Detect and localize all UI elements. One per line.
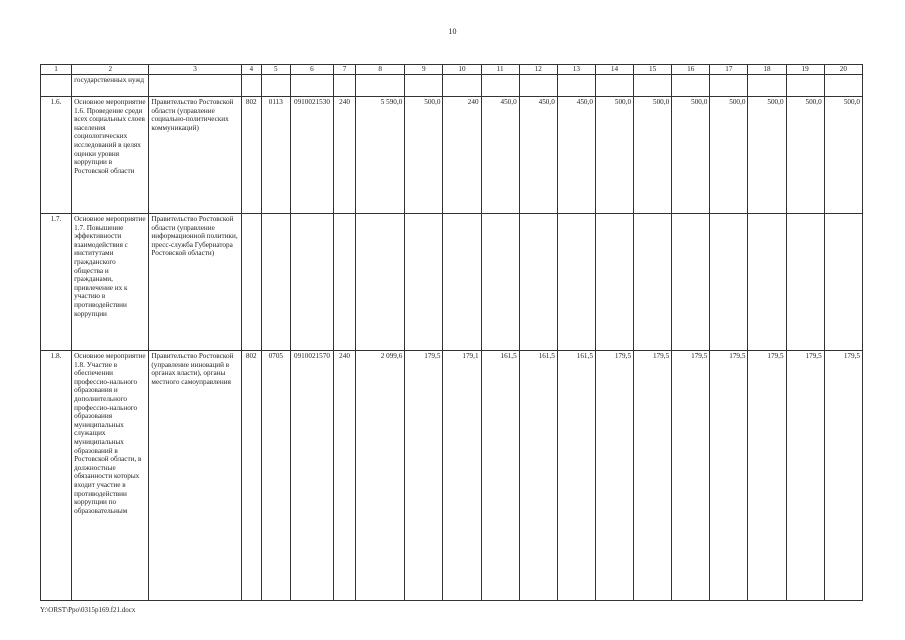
column-number-cell: 11: [481, 65, 519, 75]
table-row: [41, 97, 863, 214]
table-cell: 179,5: [786, 351, 824, 601]
table-cell: 450,0: [557, 97, 595, 214]
table-cell: [290, 214, 333, 351]
column-number-cell: 10: [443, 65, 481, 75]
table-cell: [519, 75, 557, 97]
table-cell: [710, 214, 748, 351]
column-number-cell: 12: [519, 65, 557, 75]
column-number-cell: 15: [634, 65, 672, 75]
table-cell: 1.6.: [41, 97, 72, 214]
table-cell: [241, 214, 261, 351]
table-cell: 500,0: [634, 97, 672, 214]
table-cell: [595, 214, 633, 351]
column-number-cell: 18: [748, 65, 786, 75]
table-cell: 161,5: [519, 351, 557, 601]
column-number-cell: 13: [557, 65, 595, 75]
table-cell: [710, 75, 748, 97]
column-number-cell: 6: [290, 65, 333, 75]
column-number-cell: 14: [595, 65, 633, 75]
table-cell: [41, 75, 72, 97]
table-cell: 179,1: [443, 351, 481, 601]
table-cell: [443, 75, 481, 97]
table-cell: [634, 214, 672, 351]
table-cell: [557, 214, 595, 351]
table-cell: 0910021530: [290, 97, 333, 214]
table-cell: 240: [443, 97, 481, 214]
table-cell: Основное мероприятие 1.8. Участие в обеспечении профессио-нального образования и дополнительного профессио-нального образования муниципальных служащих муниципальных образований в Ростовской области, в должностные обязанности которых входит участие в противодействии коррупции по образовательным: [72, 351, 149, 601]
column-number-cell: 8: [356, 65, 405, 75]
table-cell: 179,5: [710, 351, 748, 601]
table-cell: [443, 214, 481, 351]
table-cell: [334, 214, 356, 351]
table-cell: 500,0: [824, 97, 862, 214]
table-cell: [261, 75, 290, 97]
table-cell: [519, 214, 557, 351]
table-cell: 161,5: [481, 351, 519, 601]
table-row: [41, 351, 863, 601]
table-cell: [334, 75, 356, 97]
table-cell: 500,0: [405, 97, 443, 214]
table-cell: [748, 214, 786, 351]
table-cell: Основное мероприятие 1.6. Проведение среди всех социальных слоев населения социологических исследований в целях оценки уровня коррупции в Ростовской области: [72, 97, 149, 214]
column-number-cell: 17: [710, 65, 748, 75]
table-cell: 0113: [261, 97, 290, 214]
table-cell: 0910021570: [290, 351, 333, 601]
table-cell: [824, 75, 862, 97]
table-cell: 450,0: [519, 97, 557, 214]
table-cell: 500,0: [595, 97, 633, 214]
table-cell: 802: [241, 97, 261, 214]
table-cell: [356, 214, 405, 351]
column-number-cell: 16: [672, 65, 710, 75]
table-cell: 802: [241, 351, 261, 601]
table-cell: 500,0: [710, 97, 748, 214]
table-cell: [786, 214, 824, 351]
table-cell: 179,5: [634, 351, 672, 601]
page-number: 10: [448, 27, 457, 36]
table-cell: [290, 75, 333, 97]
column-number-cell: 9: [405, 65, 443, 75]
table-cell: 179,5: [595, 351, 633, 601]
table-cell: [672, 214, 710, 351]
table-cell: [824, 214, 862, 351]
table-cell: 500,0: [748, 97, 786, 214]
table-cell: 179,5: [824, 351, 862, 601]
table-cell: Правительство Ростовской (управление инноваций в органах власти), органы местного самоуправления: [149, 351, 241, 601]
table-cell: [481, 214, 519, 351]
table-cell: Правительство Ростовской области (управление социально-политических коммуникаций): [149, 97, 241, 214]
column-number-cell: 2: [72, 65, 149, 75]
column-number-cell: 20: [824, 65, 862, 75]
column-number-cell: 19: [786, 65, 824, 75]
table-cell: 240: [334, 351, 356, 601]
table-row: [41, 214, 863, 351]
table-cell: 450,0: [481, 97, 519, 214]
column-number-cell: 5: [261, 65, 290, 75]
column-number-cell: 7: [334, 65, 356, 75]
column-number-row: [41, 65, 863, 75]
table-cell: [557, 75, 595, 97]
table-cell: 500,0: [786, 97, 824, 214]
column-number-cell: 4: [241, 65, 261, 75]
table-cell: [634, 75, 672, 97]
table-cell: 179,5: [748, 351, 786, 601]
table-cell: [748, 75, 786, 97]
budget-table: [40, 64, 863, 601]
table-cell: 179,5: [672, 351, 710, 601]
file-path-footer: Y:\ORST\Ppo\0315p169.f21.docx: [40, 606, 136, 614]
table-cell: [241, 75, 261, 97]
table-cell: 161,5: [557, 351, 595, 601]
table-cell: 5 590,0: [356, 97, 405, 214]
table-cell: [149, 75, 241, 97]
table-cell: [672, 75, 710, 97]
column-number-cell: 1: [41, 65, 72, 75]
table-cell: [261, 214, 290, 351]
table-cell: 500,0: [672, 97, 710, 214]
table-cell: 1.8.: [41, 351, 72, 601]
table-cell: [405, 75, 443, 97]
table-cell: Основное мероприятие 1.7. Повышение эффективности взаимодействия с институтами гражданского общества и гражданами, привлечение их к участию в противодействии коррупции: [72, 214, 149, 351]
table-cell: 1.7.: [41, 214, 72, 351]
table-cell: [481, 75, 519, 97]
table-cell: [405, 214, 443, 351]
table-cell: [356, 75, 405, 97]
continuation-row: [41, 75, 863, 97]
table-cell: 240: [334, 97, 356, 214]
table-cell: [595, 75, 633, 97]
table-cell: 179,5: [405, 351, 443, 601]
table-cell: 2 099,6: [356, 351, 405, 601]
column-number-cell: 3: [149, 65, 241, 75]
table-cell: 0705: [261, 351, 290, 601]
table-cell: государственных нужд: [72, 75, 149, 97]
table-cell: [786, 75, 824, 97]
table-cell: Правительство Ростовской области (управление информационной политики, пресс-служба Губернатора Ростовской области): [149, 214, 241, 351]
